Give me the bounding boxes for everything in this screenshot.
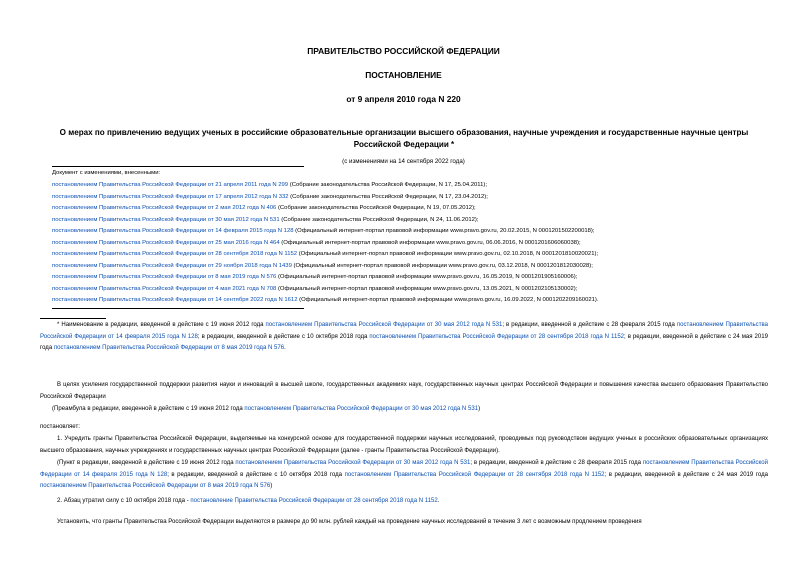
footnote — [40, 320, 768, 355]
item-2-body: 2. Абзац утратил силу с 10 октября 2018 года - — [57, 498, 191, 504]
note-text: ; в редакции, введенной в действие с 28 февраля 2015 года — [470, 460, 643, 466]
amendment-item — [52, 272, 599, 284]
amendment-source: (Официальный интернет-портал правовой информации www.pravo.gov.ru, 13.05.2021, N 0001202105130002); — [276, 285, 578, 292]
footnote-text: ; в редакции, введенной в действие с 28 февраля 2015 года — [502, 322, 677, 328]
amendments-top-rule — [52, 166, 304, 167]
note-link[interactable]: постановлением Правительства Российской Федерации от 8 мая 2019 года N 576 — [40, 483, 271, 490]
footnote-text: ; в редакции, введенной в действие с 24 мая 2019 года — [40, 333, 768, 352]
amendments-list — [52, 180, 599, 307]
item-1-note — [40, 458, 768, 493]
amendment-source: (Официальный интернет-портал правовой информации www.pravo.gov.ru, 16.05.2019, N 0001201905160006); — [276, 274, 578, 280]
amendment-link[interactable]: постановлением Правительства Российской Федерации от 29 ноября 2018 года N 1439 — [52, 262, 292, 269]
amendment-link[interactable]: постановлением Правительства Российской Федерации от 28 сентября 2018 года N 1152 — [52, 251, 298, 257]
note-text: (Пункт в редакции, введенной в действие с 19 июня 2012 года — [57, 460, 236, 466]
amendment-source: (Собрание законодательства Российской Федерации, N 17, 23.04.2012); — [288, 193, 488, 200]
amendment-item — [52, 203, 599, 215]
amendments-bottom-rule — [52, 308, 304, 309]
amendment-link[interactable]: постановлением Правительства Российской Федерации от 14 февраля 2015 года N 128 — [52, 228, 294, 234]
item-2-link[interactable]: постановление Правительства Российской Федерации от 28 сентября 2018 года N 1152 — [190, 498, 438, 504]
footnote-text: . — [284, 345, 286, 352]
amendments-heading: Документ с изменениями, внесенными: — [52, 170, 161, 176]
amendment-source: (Официальный интернет-портал правовой информации www.pravo.gov.ru, 20.02.2015, N 0001201502200018); — [293, 228, 595, 234]
amendment-link[interactable]: постановлением Правительства Российской Федерации от 4 мая 2021 года N 708 — [52, 285, 277, 292]
footnote-link[interactable]: постановлением Правительства Российской Федерации от 14 февраля 2015 года N 128 — [40, 322, 768, 340]
amendment-item — [52, 238, 599, 250]
amendment-source: (Собрание законодательства Российской Федерации, N 19, 07.05.2012); — [276, 205, 476, 211]
amendment-link[interactable]: постановлением Правительства Российской Федерации от 30 мая 2012 года N 531 — [52, 216, 280, 223]
amendment-item — [52, 215, 599, 227]
item-1-text: 1. Учредить гранты Правительства Российской Федерации, выделяемые на конкурсной основе для государственной поддержки научных исследований, проводимых под руководством ведущих ученых в российских образовательных организациях высшего образования, научных учреждениях и государственных научных центрах Российской Федерации (далее - гранты Правительства Российской Федерации). — [40, 436, 768, 454]
amendment-link[interactable]: постановлением Правительства Российской Федерации от 25 мая 2016 года N 464 — [52, 239, 280, 246]
note-text: (Преамбула в редакции, введенной в действие с 19 июня 2012 года — [52, 406, 245, 412]
amendment-link[interactable]: постановлением Правительства Российской Федерации от 14 сентября 2022 года N 1612 — [52, 297, 298, 303]
last-paragraph: Установить, что гранты Правительства Российской Федерации выделяются в размере до 90 млн. рублей каждый на проведение научных исследований в течение 3 лет с возможным продлением проведения — [57, 519, 642, 525]
amendment-source: (Собрание законодательства Российской Федерации, N 17, 25.04.2011); — [288, 182, 488, 188]
amendment-item — [52, 226, 599, 238]
edition-note: (с изменениями на 14 сентября 2022 года) — [342, 158, 465, 165]
amendment-link[interactable]: постановлением Правительства Российской Федерации от 2 мая 2012 года N 406 — [52, 205, 277, 211]
note-text: ) — [478, 406, 481, 412]
amendment-item — [52, 284, 599, 296]
note-link[interactable]: постановлением Правительства Российской Федерации от 30 мая 2012 года N 531 — [244, 406, 479, 412]
footnote-text: ; в редакции, введенной в действие с 10 октября 2018 года — [197, 333, 370, 340]
amendment-item — [52, 249, 599, 261]
footnote-link[interactable]: постановлением Правительства Российской Федерации от 30 мая 2012 года N 531 — [265, 322, 503, 328]
note-text: ) — [270, 483, 273, 490]
item-2-text — [40, 496, 768, 508]
amendment-link[interactable]: постановлением Правительства Российской Федерации от 21 апреля 2011 года N 299 — [52, 182, 289, 188]
document-type: ПОСТАНОВЛЕНИЕ — [365, 70, 442, 80]
footnote-text: * Наименование в редакции, введенной в действие с 19 июня 2012 года — [57, 322, 266, 328]
amendment-source: (Официальный интернет-портал правовой информации www.pravo.gov.ru, 16.09.2022, N 0001202209160021). — [297, 297, 599, 303]
document-date-number: от 9 апреля 2010 года N 220 — [346, 94, 461, 104]
amendment-item — [52, 261, 599, 273]
resolves-text: постановляет: — [40, 424, 80, 430]
note-link[interactable]: постановлением Правительства Российской Федерации от 14 февраля 2015 года N 128 — [40, 460, 768, 478]
preamble-note — [52, 404, 768, 416]
footnote-link[interactable]: постановлением Правительства Российской Федерации от 28 сентября 2018 года N 1152 — [369, 333, 625, 340]
amendment-item — [52, 295, 599, 307]
note-text: ; в редакции, введенной в действие с 24 мая 2019 года — [604, 471, 768, 478]
note-link[interactable]: постановлением Правительства Российской Федерации от 30 мая 2012 года N 531 — [235, 460, 471, 466]
amendment-item — [52, 180, 599, 192]
government-name: ПРАВИТЕЛЬСТВО РОССИЙСКОЙ ФЕДЕРАЦИИ — [307, 46, 500, 56]
note-link[interactable]: постановлением Правительства Российской Федерации от 28 сентября 2018 года N 1152 — [344, 471, 605, 478]
amendment-item — [52, 192, 599, 204]
footnote-link[interactable]: постановлением Правительства Российской Федерации от 8 мая 2019 года N 576 — [53, 345, 285, 352]
amendment-link[interactable]: постановлением Правительства Российской Федерации от 17 апреля 2012 года N 332 — [52, 193, 289, 200]
amendment-link[interactable]: постановлением Правительства Российской Федерации от 8 мая 2019 года N 576 — [52, 274, 277, 280]
document-title: О мерах по привлечению ведущих ученых в российские образовательные организации высшего образования, научные учреждения и государственные научные центры Российской Федерации * — [59, 128, 749, 149]
footnote-rule — [40, 318, 106, 319]
amendment-source: (Официальный интернет-портал правовой информации www.pravo.gov.ru, 06.06.2016, N 0001201606060038); — [279, 239, 581, 246]
amendment-source: (Официальный интернет-портал правовой информации www.pravo.gov.ru, 02.10.2018, N 0001201810020021); — [297, 251, 599, 257]
amendment-source: (Официальный интернет-портал правовой информации www.pravo.gov.ru, 03.12.2018, N 0001201812030028); — [291, 262, 593, 269]
note-text: ; в редакции, введенной в действие с 10 октября 2018 года — [167, 471, 345, 478]
preamble-text: В целях усиления государственной поддержки развития науки и инноваций в высшей школе, государственных академиях наук, государственных научных центрах Российской Федерации и повышения качества высшего образования Правительство Российской Федерации — [40, 382, 768, 400]
item-2-end: . — [437, 498, 440, 504]
amendment-source: (Собрание законодательства Российской Федерации, N 24, 11.06.2012); — [279, 216, 479, 223]
